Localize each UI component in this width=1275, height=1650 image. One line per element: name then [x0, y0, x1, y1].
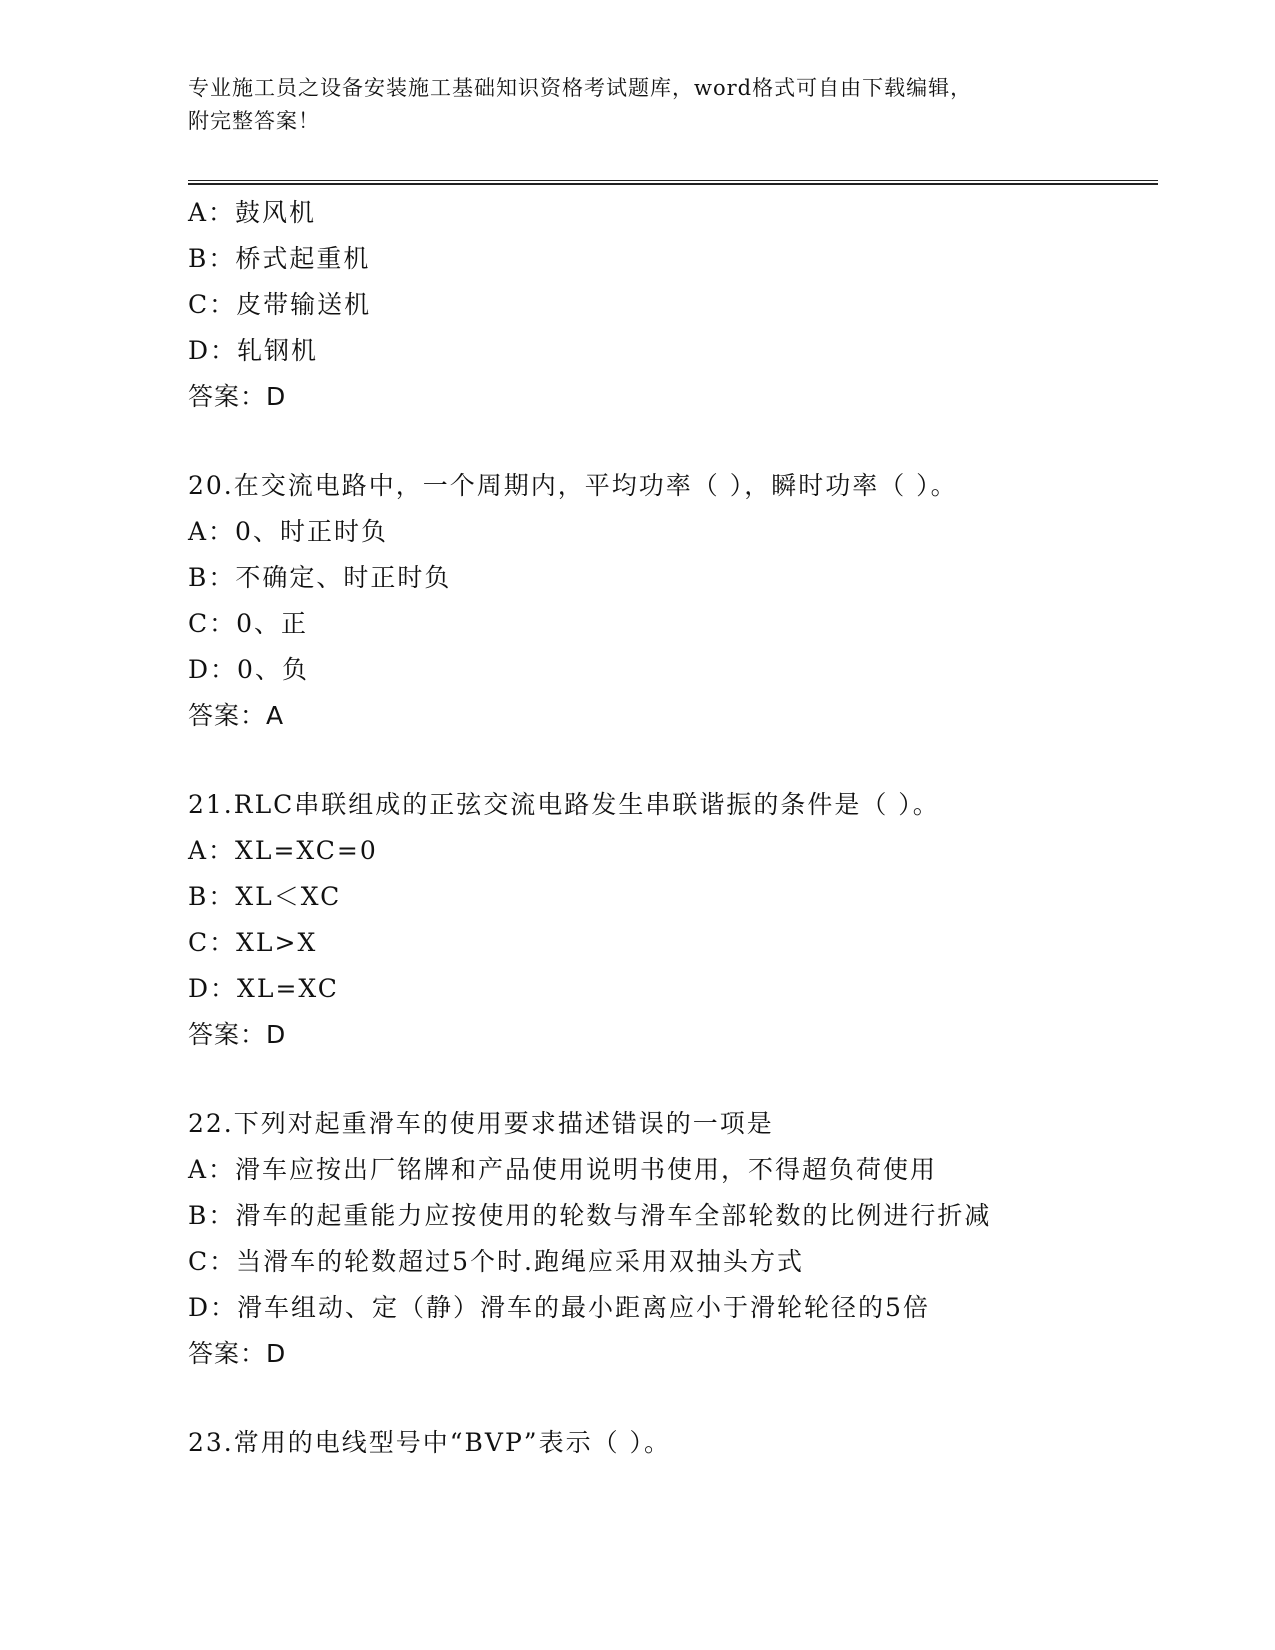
question-stem: 22.下列对起重滑车的使用要求描述错误的一项是: [188, 1109, 774, 1138]
question-stem: 23.常用的电线型号中“BVP”表示（ ）。: [188, 1428, 672, 1457]
option-b: B：桥式起重机: [188, 244, 371, 273]
document-header: 专业施工员之设备安装施工基础知识资格考试题库，word格式可自由下载编辑， 附完整答案！: [188, 76, 973, 133]
option-c: C：皮带输送机: [188, 290, 372, 319]
answer-line: 答案：D: [188, 1020, 287, 1049]
option-d: D：轧钢机: [188, 336, 319, 365]
header-divider: [188, 180, 1158, 185]
question-19-continued: [188, 190, 1158, 420]
question-stem: 21.RLC串联组成的正弦交流电路发生串联谐振的条件是（ ）。: [188, 790, 940, 819]
option-d: D：0、负: [188, 655, 309, 684]
answer-line: 答案：A: [188, 701, 285, 730]
option-c: C：当滑车的轮数超过5个时.跑绳应采用双抽头方式: [188, 1247, 804, 1276]
question-21: [188, 782, 1158, 1058]
option-a: A：鼓风机: [188, 198, 317, 227]
question-20: [188, 463, 1158, 739]
option-c: C：0、正: [188, 609, 309, 638]
question-stem: 20.在交流电路中，一个周期内，平均功率（ ），瞬时功率（ ）。: [188, 471, 958, 500]
option-b: B：不确定、时正时负: [188, 563, 452, 592]
option-c: C：XL>X: [188, 928, 318, 957]
option-b: B：滑车的起重能力应按使用的轮数与滑车全部轮数的比例进行折减: [188, 1201, 992, 1230]
question-23: [188, 1420, 1158, 1466]
option-a: A：XL=XC=0: [188, 836, 378, 865]
question-list: [188, 190, 1158, 1466]
answer-line: 答案：D: [188, 1339, 287, 1368]
option-a: A：滑车应按出厂铭牌和产品使用说明书使用，不得超负荷使用: [188, 1155, 938, 1184]
option-d: D：滑车组动、定（静）滑车的最小距离应小于滑轮轮径的5倍: [188, 1293, 930, 1322]
answer-line: 答案：D: [188, 382, 287, 411]
option-b: B：XL＜XC: [188, 882, 342, 911]
question-22: [188, 1101, 1158, 1377]
option-a: A：0、时正时负: [188, 517, 388, 546]
option-d: D：XL=XC: [188, 974, 339, 1003]
